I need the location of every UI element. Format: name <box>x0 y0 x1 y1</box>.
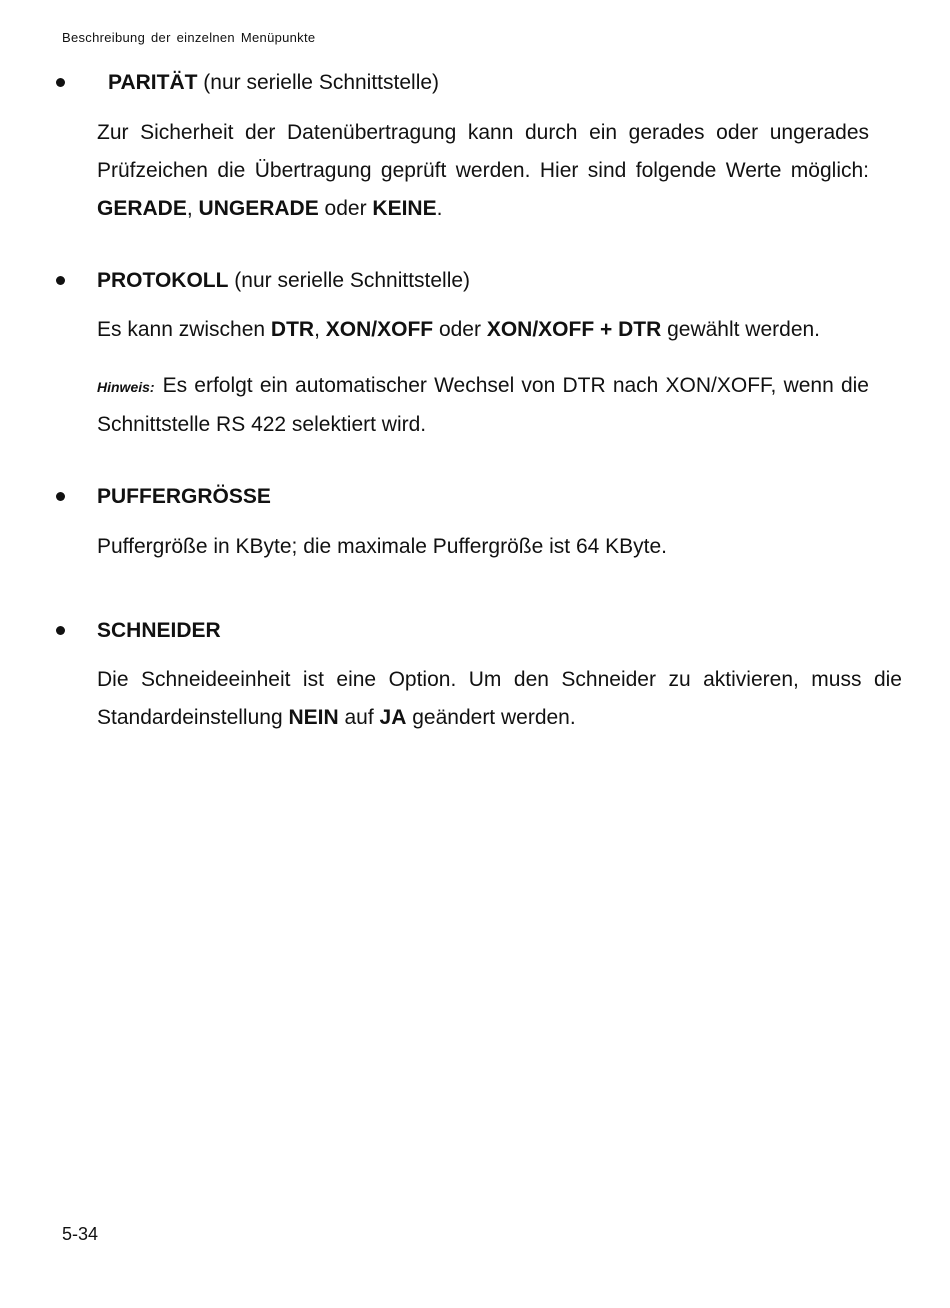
bullet-icon <box>56 274 68 286</box>
title-text: SCHNEIDER <box>97 619 221 642</box>
option-ja: JA <box>379 706 407 729</box>
page-number: 5-34 <box>62 1224 99 1244</box>
option-gerade: GERADE <box>97 197 187 220</box>
section-title-paritaet <box>108 70 439 96</box>
bullet-icon <box>56 76 68 88</box>
separator: auf <box>338 706 380 729</box>
paragraph-protokoll <box>97 311 869 349</box>
option-keine: KEINE <box>372 197 437 220</box>
sentence-end: . <box>436 197 443 220</box>
paragraph-schneider <box>97 661 902 737</box>
section-title-protokoll <box>97 268 470 294</box>
hint-paragraph <box>97 367 869 444</box>
paragraph-paritaet <box>97 114 869 228</box>
title-suffix: (nur serielle Schnittstelle) <box>228 269 471 292</box>
option-xon-xoff: XON/XOFF <box>325 318 434 341</box>
separator: , <box>314 318 326 341</box>
title-text: PARITÄT <box>108 71 198 94</box>
separator: oder <box>433 318 487 341</box>
sentence-end: gewählt werden. <box>661 318 821 341</box>
body-text: Es kann zwischen <box>97 318 271 341</box>
running-header: Beschreibung der einzelnen Menüpunkte <box>62 30 316 45</box>
bullet-icon <box>56 490 68 502</box>
sentence-end: geändert werden. <box>406 706 576 729</box>
body-text: Zur Sicherheit der Datenübertragung kann durch ein gerades oder ungerades Prüfzeichen die Übertragung geprüft werden. Hier sind folgende Werte möglich: <box>97 121 869 182</box>
title-text: PUFFERGRÖSSE <box>97 485 271 508</box>
separator: oder <box>318 197 373 220</box>
paragraph-puffergroesse: Puffergröße in KByte; die maximale Puffergröße ist 64 KByte. <box>97 535 667 558</box>
option-xon-xoff-dtr: XON/XOFF + DTR <box>486 318 662 341</box>
section-title-schneider <box>97 618 221 644</box>
hint-label: Hinweis: <box>97 379 155 395</box>
bullet-icon <box>56 624 68 636</box>
title-suffix: (nur serielle Schnittstelle) <box>197 71 440 94</box>
body-text: Die Schneideeinheit ist eine Option. Um den Schneider zu aktivieren, muss die Standardeinstellung <box>97 668 902 729</box>
option-dtr: DTR <box>270 318 315 341</box>
separator: , <box>186 197 199 220</box>
hint-text: Es erfolgt ein automatischer Wechsel von DTR nach XON/XOFF, wenn die Schnittstelle RS 422 selektiert wird. <box>97 374 869 436</box>
option-nein: NEIN <box>288 706 339 729</box>
title-text: PROTOKOLL <box>97 269 229 292</box>
section-title-puffergroesse <box>97 484 271 510</box>
option-ungerade: UNGERADE <box>198 197 319 220</box>
